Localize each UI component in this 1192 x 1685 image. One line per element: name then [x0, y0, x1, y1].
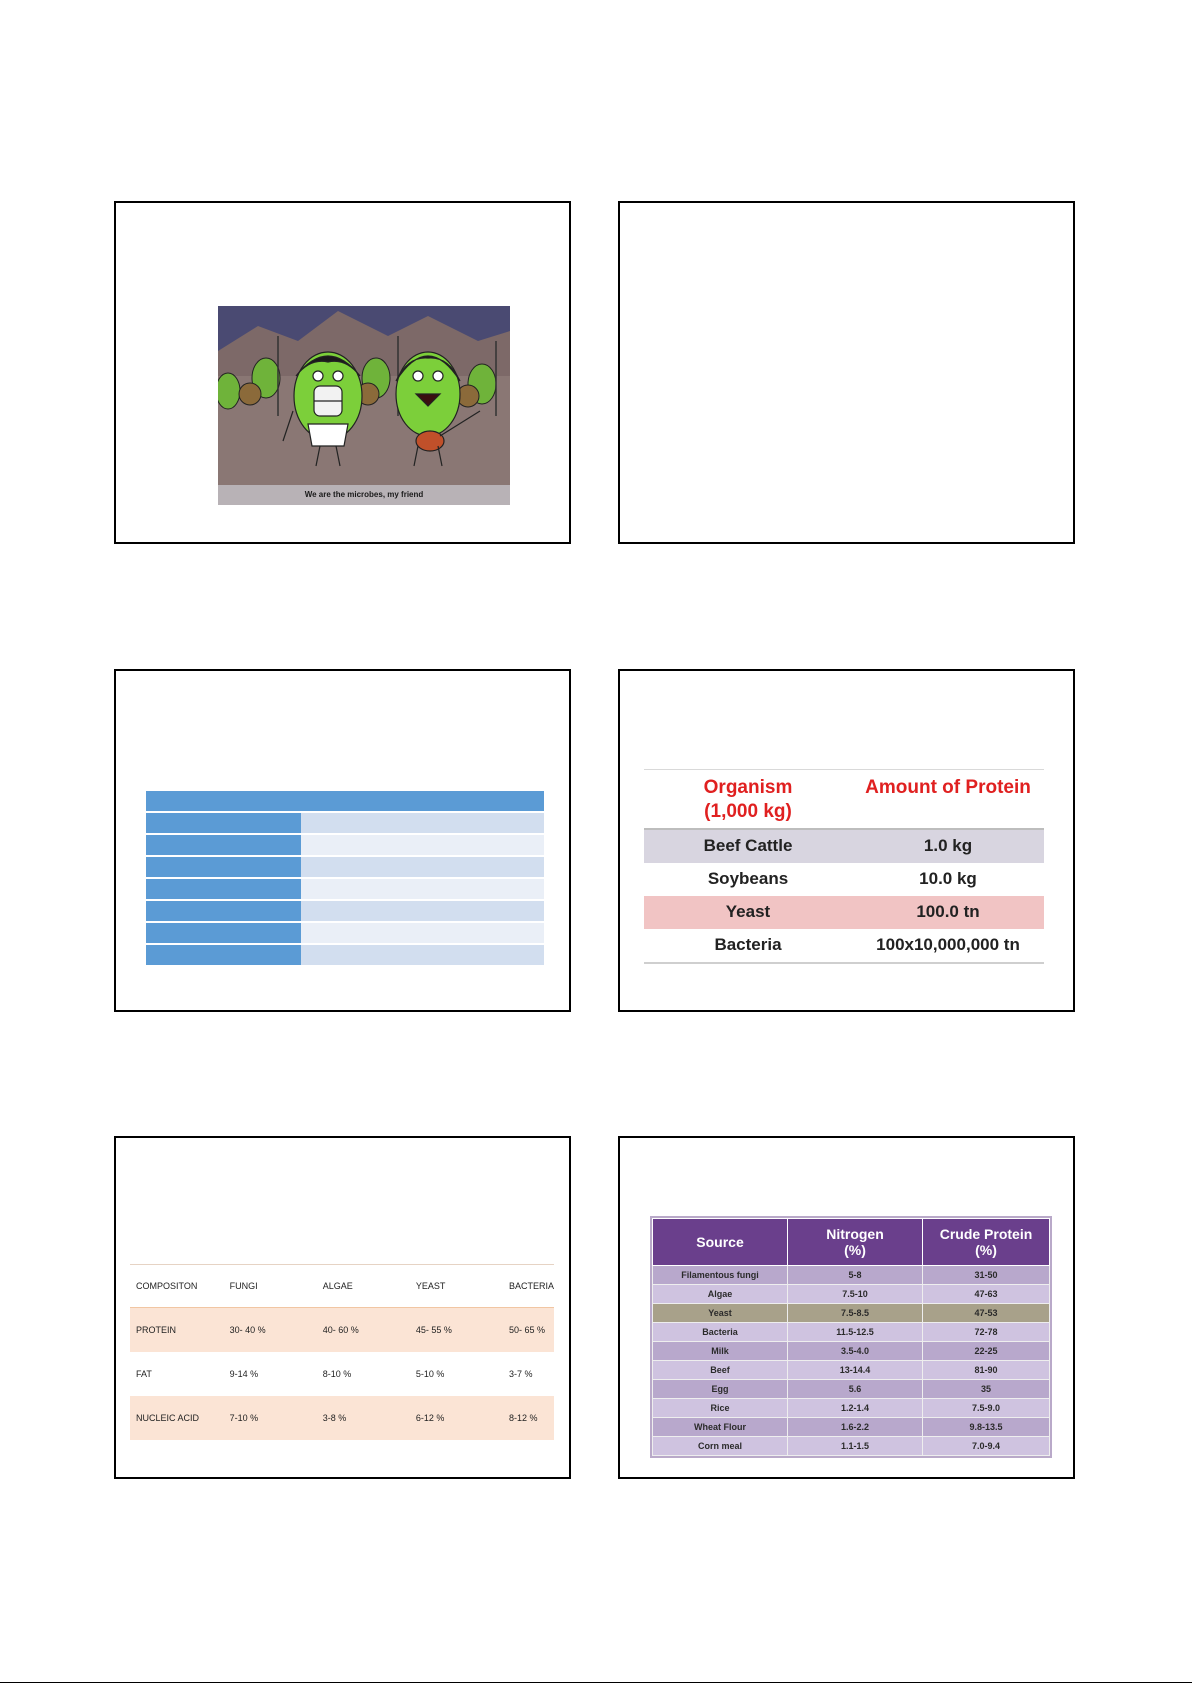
table-cell: 1.2-1.4 — [788, 1399, 923, 1418]
slide-2 — [618, 201, 1075, 544]
table-cell: 35 — [923, 1380, 1050, 1399]
table-row — [653, 1266, 1050, 1285]
table-row — [146, 945, 544, 965]
header-cell: COMPOSITON — [130, 1265, 224, 1308]
composition-table — [130, 1264, 554, 1440]
table-cell: 50- 65 % — [503, 1308, 554, 1353]
table-row — [653, 1361, 1050, 1380]
table-row — [653, 1399, 1050, 1418]
table-cell: 22-25 — [923, 1342, 1050, 1361]
table-cell: 9.8-13.5 — [923, 1418, 1050, 1437]
table-cell: 81-90 — [923, 1361, 1050, 1380]
table-cell: Yeast — [653, 1304, 788, 1323]
table-cell: 31-50 — [923, 1266, 1050, 1285]
table-row — [146, 835, 544, 855]
table-cell: Beef — [653, 1361, 788, 1380]
table-row — [146, 791, 544, 811]
table-cell: 1.6-2.2 — [788, 1418, 923, 1437]
table-cell: 7.5-10 — [788, 1285, 923, 1304]
table-cell: PROTEIN — [130, 1308, 224, 1353]
slide-1 — [114, 201, 571, 544]
table-row — [653, 1304, 1050, 1323]
table-row — [146, 813, 544, 833]
slide-6 — [618, 1136, 1075, 1479]
table-cell: 11.5-12.5 — [788, 1323, 923, 1342]
organism-cell: Yeast — [644, 896, 852, 929]
table-row — [653, 1437, 1050, 1456]
table-cell: Corn meal — [653, 1437, 788, 1456]
table-row — [653, 1342, 1050, 1361]
blank-table — [146, 789, 544, 967]
protein-cell: 100x10,000,000 tn — [876, 935, 1020, 954]
table-cell: 9-14 % — [229, 1369, 259, 1379]
table-cell: 6-12 % — [410, 1396, 503, 1440]
table-cell: Rice — [653, 1399, 788, 1418]
table-cell: 7.0-9.4 — [923, 1437, 1050, 1456]
table-row — [644, 929, 1044, 963]
organism-cell: Soybeans — [707, 869, 789, 888]
table-row — [146, 923, 544, 943]
table-cell: 3-7 % — [508, 1369, 533, 1379]
table-cell: 3-8 % — [317, 1396, 410, 1440]
table-cell: 47-53 — [923, 1304, 1050, 1323]
organism-cell: Beef Cattle — [644, 829, 852, 863]
header-amount-of-protein: Amount of Protein — [865, 777, 1031, 798]
cartoon-illustration — [218, 306, 510, 505]
header-cell: YEAST — [410, 1265, 503, 1308]
table-cell: 5.6 — [788, 1380, 923, 1399]
protein-cell: 1.0 kg — [852, 829, 1044, 863]
header-cell: BACTERIA — [503, 1265, 554, 1308]
table-cell: 7-10 % — [224, 1396, 317, 1440]
table-cell: 5-8 — [788, 1266, 923, 1285]
table-cell: Filamentous fungi — [653, 1266, 788, 1285]
table-row — [146, 879, 544, 899]
table-cell: 40- 60 % — [317, 1308, 410, 1353]
cartoon-caption: We are the microbes, my friend — [218, 485, 510, 505]
protein-cell: 10.0 kg — [919, 869, 977, 888]
table-cell: 8-12 % — [503, 1396, 554, 1440]
table-row — [644, 863, 1044, 896]
header-cell: FUNGI — [224, 1265, 317, 1308]
organism-protein-table — [644, 769, 1044, 964]
slide-3 — [114, 669, 571, 1012]
table-cell: 8-10 % — [322, 1369, 352, 1379]
table-row — [653, 1323, 1050, 1342]
table-cell: 3.5-4.0 — [788, 1342, 923, 1361]
table-cell: 47-63 — [923, 1285, 1050, 1304]
table-cell: Wheat Flour — [653, 1418, 788, 1437]
table-cell: 1.1-1.5 — [788, 1437, 923, 1456]
table-cell: 45- 55 % — [410, 1308, 503, 1353]
header-source: Source — [653, 1219, 788, 1266]
table-cell: 5-10 % — [415, 1369, 445, 1379]
protein-cell: 100.0 tn — [852, 896, 1044, 929]
slide-5 — [114, 1136, 571, 1479]
table-cell: 30- 40 % — [224, 1308, 317, 1353]
table-header-row — [653, 1219, 1050, 1266]
slide-4 — [618, 669, 1075, 1012]
header-nitrogen: Nitrogen (%) — [788, 1219, 923, 1266]
table-cell: Bacteria — [653, 1323, 788, 1342]
nitrogen-protein-table — [652, 1218, 1050, 1456]
organism-cell: Bacteria — [714, 935, 782, 954]
header-crude-protein: Crude Protein (%) — [923, 1219, 1050, 1266]
header-organism: Organism (1,000 kg) — [703, 777, 793, 822]
table-row — [146, 901, 544, 921]
table-row — [146, 857, 544, 877]
table-row — [644, 829, 1044, 863]
microbes-cartoon-image — [218, 306, 510, 505]
table-cell: Egg — [653, 1380, 788, 1399]
table-cell: 7.5-8.5 — [788, 1304, 923, 1323]
table-header-row — [130, 1265, 554, 1308]
table-row — [653, 1418, 1050, 1437]
table-cell: Milk — [653, 1342, 788, 1361]
table-row — [130, 1308, 554, 1353]
table-row — [130, 1352, 554, 1396]
table-cell: NUCLEIC ACID — [130, 1396, 224, 1440]
table-header-row — [644, 770, 1044, 829]
table-row — [653, 1285, 1050, 1304]
table-cell: FAT — [136, 1369, 152, 1379]
table-row — [130, 1396, 554, 1440]
table-row — [644, 896, 1044, 929]
page-bottom-rule — [0, 1682, 1192, 1683]
table-cell: Algae — [653, 1285, 788, 1304]
table-cell: 72-78 — [923, 1323, 1050, 1342]
table-cell: 7.5-9.0 — [923, 1399, 1050, 1418]
header-cell: ALGAE — [317, 1265, 410, 1308]
table-row — [653, 1380, 1050, 1399]
table-cell: 13-14.4 — [788, 1361, 923, 1380]
